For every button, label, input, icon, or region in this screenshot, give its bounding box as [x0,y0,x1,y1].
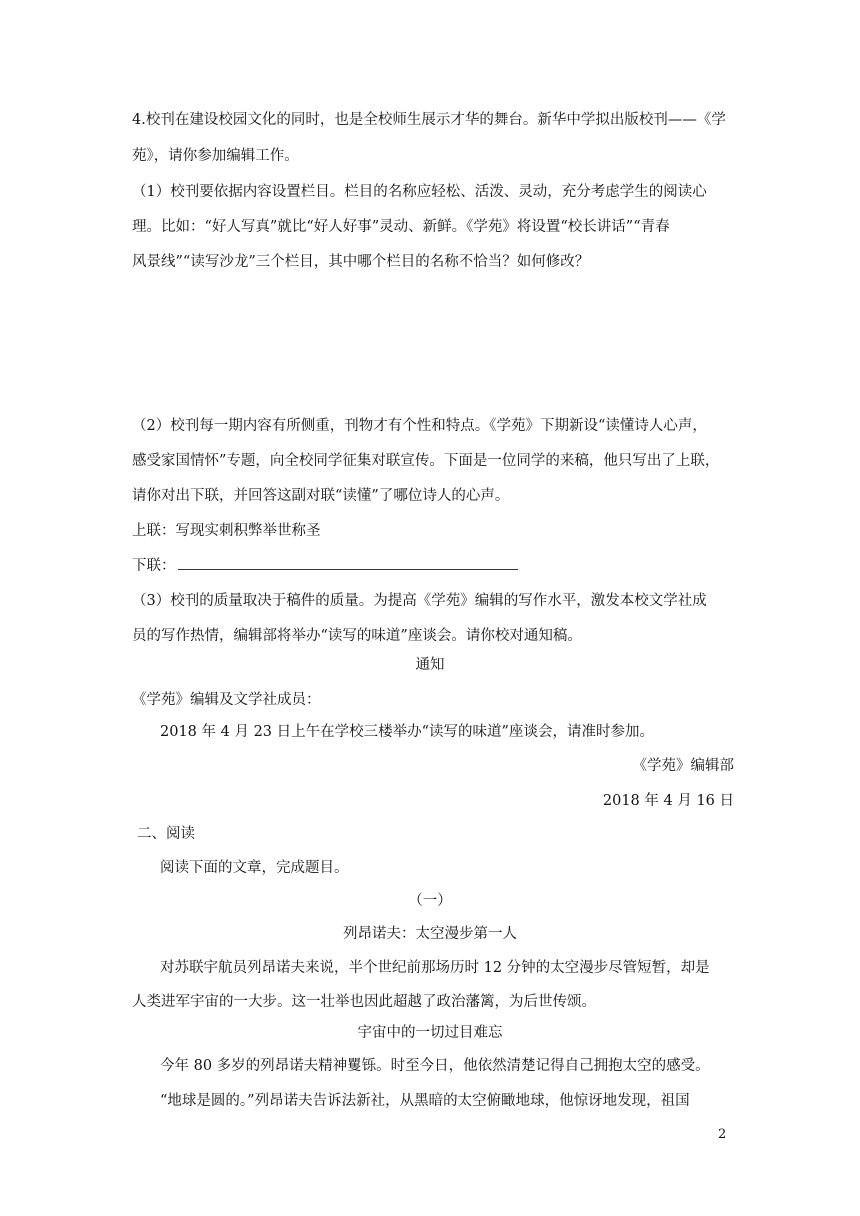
notice-body: 2018 年 4 月 23 日上午在学校三楼举办“读写的味道”座谈会，请准时参加。 [160,724,654,740]
lower-couplet-label: 下联： [132,558,176,574]
q4-part1-line-2: 理。比如：“好人写真”就比“好人好事”灵动、新鲜。《学苑》将设置“校长讲话”“青春 [132,219,670,235]
article-para1-line-2: 人类进军宇宙的一大步。这一壮举也因此超越了政治藩篱，为后世传颂。 [132,994,596,1010]
notice-recipient: 《学苑》编辑及文学社成员： [132,692,321,708]
q4-part2-line-3: 请你对出下联，并回答这副对联“读懂”了哪位诗人的心声。 [132,488,510,504]
article-para2: 今年 80 多岁的列昂诺夫精神矍铄。时至今日，他依然清楚记得自己拥抱太空的感受。 [160,1058,710,1074]
notice-date: 2018 年 4 月 16 日 [602,793,734,809]
page-number: 2 [718,1127,727,1142]
q4-part2-line-2: 感受家国情怀”专题，向全校同学征集对联宣传。下面是一位同学的来稿，他只写出了上联， [132,453,720,469]
notice-signature: 《学苑》编辑部 [632,758,734,774]
q4-part3-line-1: （3）校刊的质量取决于稿件的质量。为提高《学苑》编辑的写作水平，激发本校文学社成 [132,593,707,609]
article-subtitle: 宇宙中的一切过目难忘 [357,1025,503,1041]
notice-title: 通知 [415,657,445,673]
q4-part3-line-2: 员的写作热情，编辑部将举办“读写的味道”座谈会。请你校对通知稿。 [132,628,582,644]
q4-intro-line-1: 4.校刊在建设校园文化的同时，也是全校师生展示才华的舞台。新华中学拟出版校刊——《学 [132,112,726,128]
upper-couplet: 上联：写现实刺积弊举世称圣 [132,523,321,539]
section-heading: 二、阅读 [137,826,195,842]
lower-couplet [132,556,518,576]
article-para1-line-1: 对苏联宇航员列昂诺夫来说，半个世纪前那场历时 12 分钟的太空漫步尽管短暂，却是 [160,960,710,976]
q4-intro-line-2: 苑》，请你参加编辑工作。 [132,148,299,164]
q4-part1-line-3: 风景线”“读写沙龙”三个栏目，其中哪个栏目的名称不恰当？如何修改？ [132,254,590,270]
q4-part2-line-1: （2）校刊每一期内容有所侧重，刊物才有个性和特点。《学苑》下期新设“读懂诗人心声， [132,418,707,434]
passage-part-number: （一） [408,893,452,909]
q4-part1-line-1: （1）校刊要依据内容设置栏目。栏目的名称应轻松、活泼、灵动，充分考虑学生的阅读心 [132,184,707,200]
article-title: 列昂诺夫：太空漫步第一人 [343,926,517,942]
article-para3: “地球是圆的。”列昂诺夫告诉法新社，从黑暗的太空俯瞰地球，他惊讶地发现，祖国 [160,1093,690,1109]
reading-instruction: 阅读下面的文章，完成题目。 [160,860,349,876]
answer-blank-line [178,557,518,570]
